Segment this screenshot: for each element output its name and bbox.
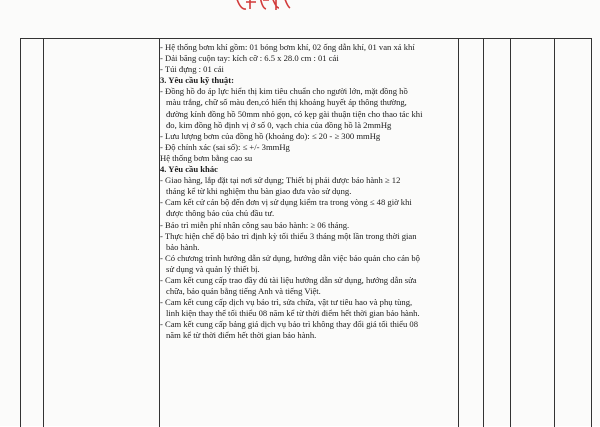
text-line: sử dụng và quản lý thiết bị.	[166, 263, 260, 274]
technical-requirements	[160, 86, 450, 164]
equipment-list	[160, 42, 450, 75]
text-line: - Túi đựng : 01 cái	[160, 64, 224, 75]
col-divider	[43, 39, 44, 427]
text-line: - Thực hiện chế độ bảo trì định kỳ tối thiểu 3 tháng một lần trong thời gian	[160, 230, 417, 241]
text-line: năm kể từ thời điểm hết thời gian bảo hành.	[166, 330, 317, 341]
section-4-heading: 4. Yêu cầu khác	[160, 164, 218, 175]
text-line: đường kính đồng hồ 50mm nhỏ gọn, có kẹp gài thuận tiện cho thao tác khi	[166, 108, 423, 119]
table-border-right	[591, 39, 592, 427]
col-divider	[510, 39, 511, 427]
spec-content	[160, 42, 450, 342]
section-3-heading: 3. Yêu cầu kỹ thuật:	[160, 75, 234, 86]
text-line: - Lưu lượng bơm của đồng hồ (khoảng đo): ≤ 20 - ≥ 300 mmHg	[160, 130, 381, 141]
text-line: - Giao hàng, lắp đặt tại nơi sử dụng; Thiết bị phải được bảo hành ≥ 12	[160, 175, 401, 186]
text-line: - Cam kết cung cấp dịch vụ bảo trì, sửa chữa, vật tư tiêu hao và phụ tùng,	[160, 297, 413, 308]
col-divider	[483, 39, 484, 427]
col-divider	[554, 39, 555, 427]
col-divider	[458, 39, 459, 427]
text-line: linh kiện thay thế tối thiểu 08 năm kể từ thời điểm hết thời gian bảo hành.	[166, 308, 420, 319]
other-requirements	[160, 175, 450, 341]
text-line: - Hệ thống bơm khí gồm: 01 bóng bơm khí, 02 ống dẫn khí, 01 van xả khí	[160, 42, 415, 52]
table-border-left	[20, 39, 21, 427]
text-line: - Dải băng cuộn tay: kích cỡ : 6.5 x 28.0 cm : 01 cái	[160, 53, 339, 64]
spec-table	[20, 38, 592, 427]
text-line: màu trắng, chữ số màu đen,có hiển thị khoảng huyết áp thông thường,	[166, 97, 407, 108]
text-line: - Có chương trình hướng dẫn sử dụng, hướng dẫn việc bảo quản cho cán bộ	[160, 252, 420, 263]
text-line: đo, kim đồng hồ định vị ở số 0, vạch chia của đồng hồ là 2mmHg	[166, 119, 392, 130]
text-line: - Cam kết cử cán bộ đến đơn vị sử dụng kiểm tra trong vòng ≤ 48 giờ khi	[160, 197, 412, 208]
text-line: Hệ thống bơm bằng cao su	[160, 152, 253, 163]
text-line: - Độ chính xác (sai số): ≤ +/- 3mmHg	[160, 141, 290, 152]
text-line: - Cam kết cung cấp bảng giá dịch vụ bảo trì không thay đổi giá tối thiểu 08	[160, 319, 418, 330]
text-line: chữa, bảo quản bằng tiếng Anh và tiếng Việt.	[166, 286, 321, 297]
text-line: - Đồng hồ đo áp lực hiển thị kim tiêu chuẩn cho người lớn, mặt đồng hồ	[160, 86, 408, 97]
text-line: - Cam kết cung cấp trao đầy đủ tài liệu hướng dẫn sử dụng, hướng dẫn sửa	[160, 274, 417, 285]
text-line: được thông báo của chủ đầu tư.	[166, 208, 275, 219]
text-line: bảo hành.	[166, 241, 200, 252]
red-seal-stamp	[232, 0, 292, 14]
text-line: - Bảo trì miễn phí nhân công sau bảo hành: ≥ 06 tháng.	[160, 219, 350, 230]
text-line: tháng kể từ khi nghiệm thu bàn giao đưa vào sử dụng.	[166, 186, 352, 197]
